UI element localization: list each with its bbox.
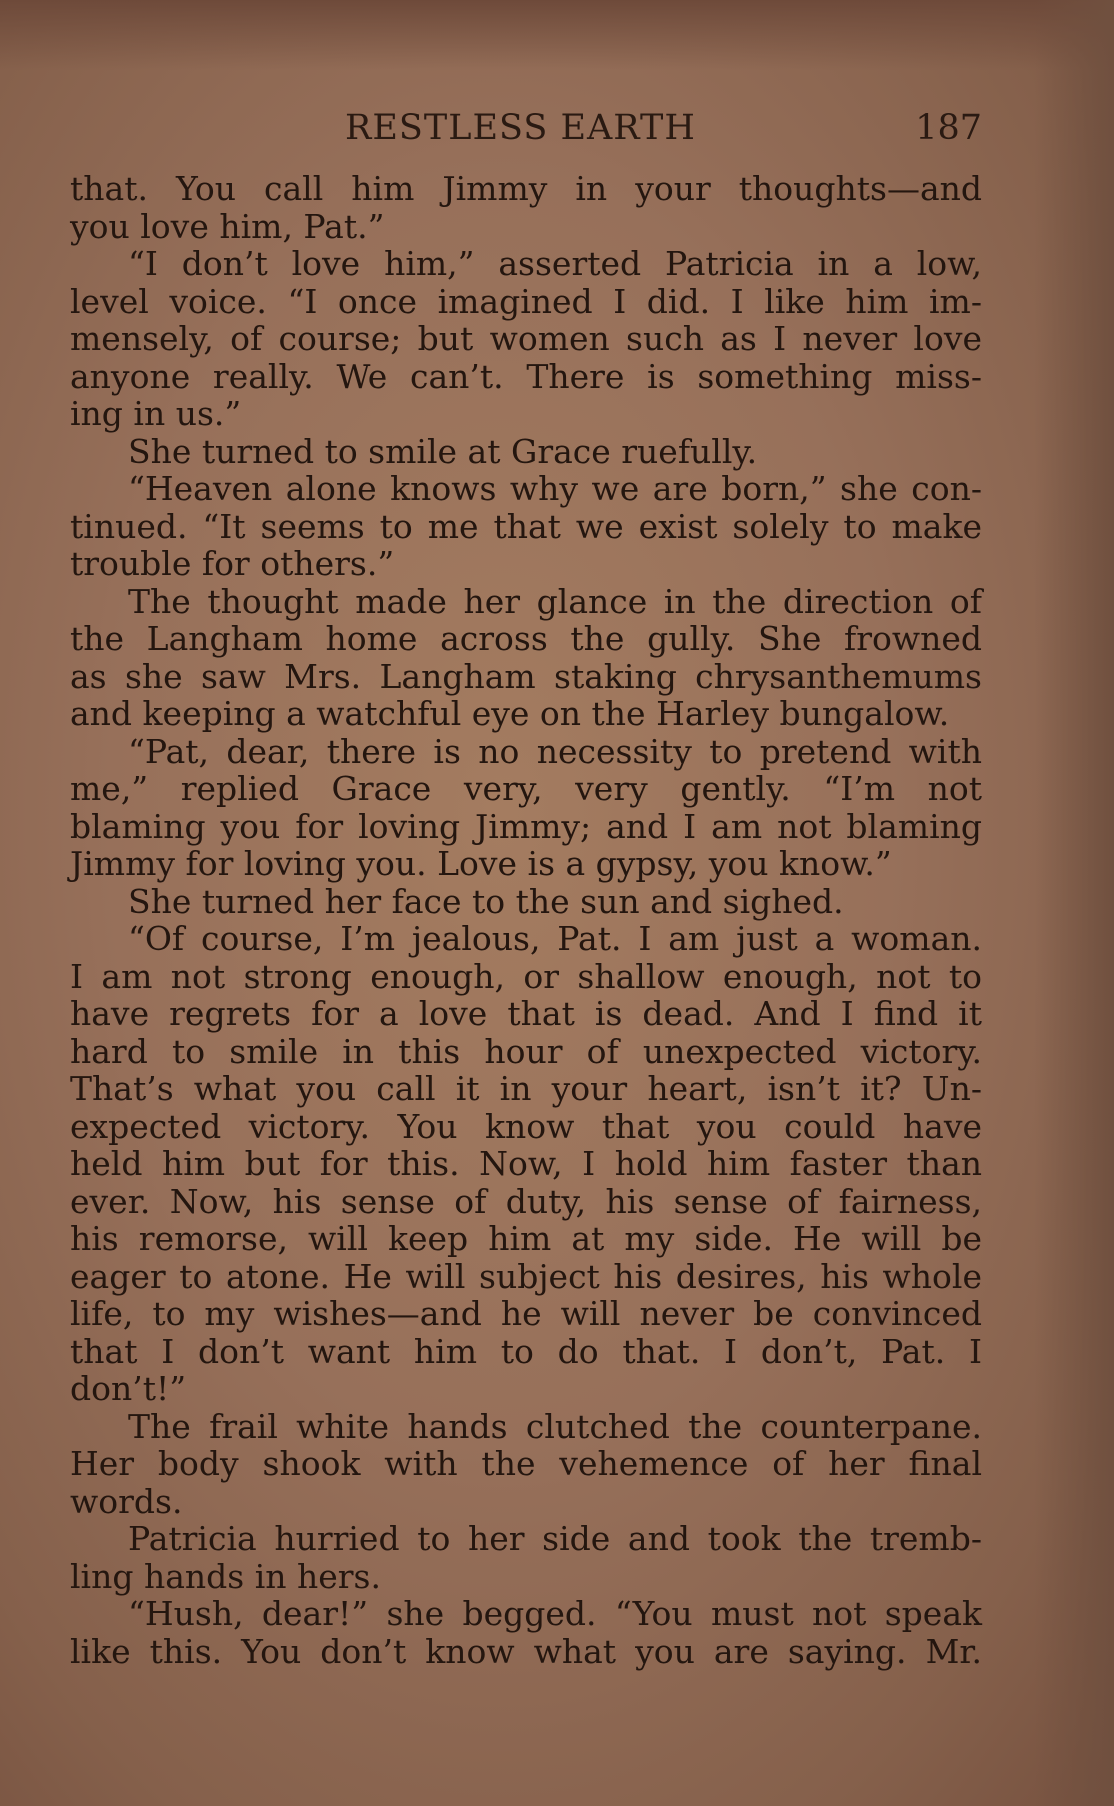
text-line: ing in us.” (70, 394, 242, 433)
text-line: I am not strong enough, or shallow enough, not to (70, 956, 982, 996)
text-line: blaming you for loving Jimmy; and I am not blaming (70, 806, 982, 846)
text-line: that. You call him Jimmy in your thoughts—and (70, 169, 982, 208)
text-line: level voice. “I once imagined I did. I like him im- (70, 281, 982, 321)
text-line: anyone really. We can’t. There is something miss- (70, 356, 982, 396)
text-line: “Hush, dear!” she begged. “You must not speak (128, 1594, 982, 1633)
text-line: Jimmy for loving you. Love is a gypsy, you know.” (70, 844, 892, 883)
text-line: expected victory. You know that you could have (70, 1106, 982, 1146)
text-line: mensely, of course; but women such as I never love (70, 319, 982, 358)
text-line: hard to smile in this hour of unexpected victory. (70, 1031, 982, 1071)
text-line: eager to atone. He will subject his desires, his whole (70, 1256, 982, 1296)
text-line: The thought made her glance in the direction of (128, 581, 982, 621)
text-line: his remorse, will keep him at my side. He will be (70, 1219, 982, 1258)
text-line: as she saw Mrs. Langham staking chrysanthemums (70, 656, 982, 696)
page-number: 187 (915, 108, 982, 148)
text-line: words. (70, 1481, 183, 1521)
text-line: She turned her face to the sun and sighed. (128, 881, 844, 921)
text-line: Patricia hurried to her side and took the tremb- (128, 1519, 982, 1558)
text-line: The frail white hands clutched the counterpane. (128, 1406, 982, 1446)
text-line: “Of course, I’m jealous, Pat. I am just a woman. (128, 919, 982, 958)
text-line: that I don’t want him to do that. I don’t, Pat. I (70, 1331, 982, 1371)
text-line: have regrets for a love that is dead. And I find it (70, 994, 982, 1033)
text-line: you love him, Pat.” (70, 206, 385, 246)
text-line: life, to my wishes—and he will never be convinced (70, 1294, 982, 1333)
text-line: don’t!” (70, 1369, 187, 1408)
text-line: like this. You don’t know what you are saying. Mr. (70, 1631, 982, 1671)
text-line: and keeping a watchful eye on the Harley bungalow. (70, 694, 950, 733)
text-line: the Langham home across the gully. She frowned (70, 619, 982, 658)
text-line: “Heaven alone knows why we are born,” she con- (128, 469, 982, 508)
text-line: me,” replied Grace very, very gently. “I’m not (70, 769, 982, 808)
text-line: trouble for others.” (70, 544, 395, 583)
text-line: Her body shook with the vehemence of her final (70, 1444, 982, 1483)
text-line: ling hands in hers. (70, 1556, 381, 1596)
running-head (70, 108, 982, 158)
text-line: She turned to smile at Grace ruefully. (128, 431, 758, 471)
text-line: ever. Now, his sense of duty, his sense of fairness, (70, 1181, 982, 1221)
text-line: “I don’t love him,” asserted Patricia in a low, (128, 244, 982, 283)
text-line: That’s what you call it in your heart, isn’t it? Un- (70, 1069, 982, 1108)
text-line: “Pat, dear, there is no necessity to pretend with (128, 731, 982, 771)
running-head-title: RESTLESS EARTH (345, 108, 696, 148)
text-line: tinued. “It seems to me that we exist solely to make (70, 506, 982, 546)
text-line: held him but for this. Now, I hold him faster than (70, 1144, 982, 1183)
body-text (70, 170, 982, 1670)
